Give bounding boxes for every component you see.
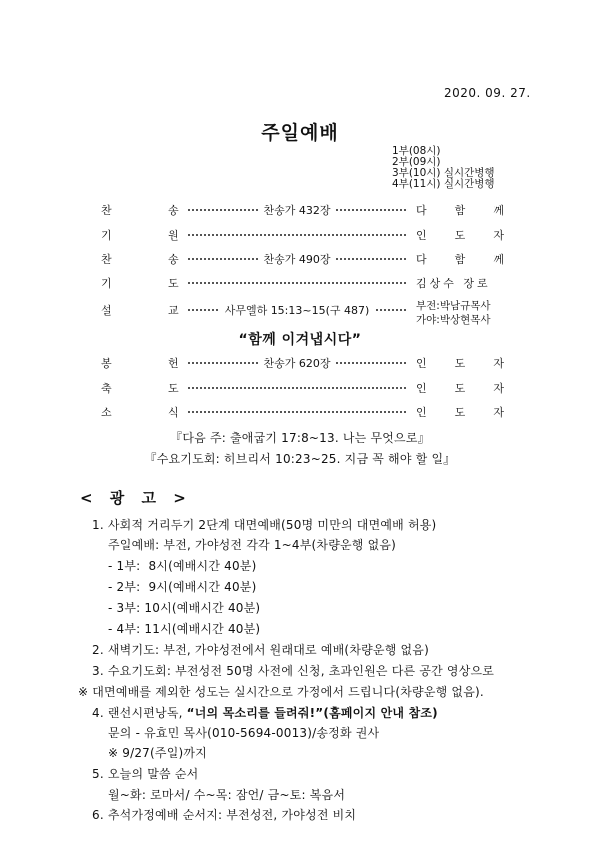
order-label-2: 도 (168, 382, 179, 395)
service-time-3: 3부(10시) 실시간병행 (392, 167, 495, 179)
order-row-hymn-2: 찬 송 찬송가 490장 다 함 께 (101, 253, 504, 266)
order-row-hymn-1: 찬 송 찬송가 432장 다 함 께 (101, 204, 504, 217)
ad-item-1-time: - 3부: 10시(예배시간 40분) (108, 601, 261, 615)
order-label-2: 송 (168, 253, 179, 266)
order-row-sermon (0, 300, 600, 326)
order-label-1: 찬 (101, 204, 112, 217)
order-row-invocation: 기 원 인 도 자 (101, 229, 504, 242)
ad-item-1-time: - 1부: 8시(예배시간 40분) (108, 559, 257, 573)
prayer-leader: 김상수 장로 (416, 277, 491, 290)
ad-item-1-sub: 주일예배: 부전, 가야성전 각각 1~4부(차량운행 없음) (108, 538, 397, 552)
bulletin-date: 2020. 09. 27. (444, 86, 531, 100)
order-label-1: 설 (101, 304, 112, 317)
order-detail: 찬송가 490장 (259, 253, 336, 266)
sermon-scripture: 사무엘하 15:13~15(구 487) (220, 304, 375, 317)
service-time-2: 2부(09시) (392, 156, 441, 168)
sermon-title: “함께 이겨냅시다” (238, 332, 362, 348)
wednesday-scripture: 『수요기도회: 히브리서 10:23~25. 지금 꼭 해야 할 일』 (144, 452, 456, 466)
ad-item-4-highlight: “너의 목소리를 들려줘!”(홈페이지 안내 참조) (186, 706, 438, 720)
order-label-1: 기 (101, 277, 112, 290)
order-row-offering: 봉 헌 찬송가 620장 인 도 자 (101, 357, 504, 370)
ad-item-2: 2. 새벽기도: 부전, 가야성전에서 원래대로 예배(차량운행 없음) (92, 643, 429, 657)
ad-item-5: 5. 오늘의 말씀 순서 (92, 767, 199, 781)
order-label-1: 축 (101, 382, 112, 395)
ad-item-4-deadline: ※ 9/27(주일)까지 (108, 746, 207, 760)
ad-item-6: 6. 추석가정예배 순서지: 부전성전, 가야성전 비치 (92, 808, 357, 822)
ad-item-1: 1. 사회적 거리두기 2단계 대면예배(50명 미만의 대면예배 허용) (92, 518, 437, 532)
order-label-2: 송 (168, 204, 179, 217)
next-sunday-scripture: 『다음 주: 출애굽기 17:8~13. 나는 무엇으로』 (170, 431, 430, 445)
order-label-1: 찬 (101, 253, 112, 266)
order-row-prayer (0, 275, 600, 291)
order-label-1: 봉 (101, 357, 112, 370)
preacher-gaya: 가야:박상현목사 (416, 314, 491, 326)
ad-item-3: 3. 수요기도회: 부전성전 50명 사전에 신청, 초과인원은 다른 공간 영상으로 (92, 664, 495, 678)
ad-item-4-prefix: 4. 랜선시편낭독, (92, 706, 183, 720)
order-label-2: 원 (168, 229, 179, 242)
service-time-4: 4부(11시) 실시간병행 (392, 178, 495, 190)
service-time-1: 1부(08시) (392, 145, 441, 157)
page-title: 주일예배 (261, 122, 339, 144)
order-label-1: 소 (101, 406, 112, 419)
order-detail: 찬송가 620장 (259, 357, 336, 370)
ad-item-5-detail: 월~화: 로마서/ 수~목: 잠언/ 금~토: 복음서 (108, 788, 346, 802)
order-row-announcements: 소 식 인 도 자 (101, 406, 504, 419)
order-label-1: 기 (101, 229, 112, 242)
announcements-heading: < 광 고 > (80, 489, 192, 507)
ad-item-3-note: ※ 대면예배를 제외한 성도는 실시간으로 가정에서 드립니다(차량운행 없음). (78, 685, 484, 699)
ad-item-1-time: - 2부: 9시(예배시간 40분) (108, 580, 257, 594)
order-label-2: 교 (168, 304, 179, 317)
order-row-benediction: 축 도 인 도 자 (101, 382, 504, 395)
order-label-2: 헌 (168, 357, 179, 370)
order-detail: 찬송가 432장 (259, 204, 336, 217)
ad-item-4-contact: 문의 - 유효민 목사(010-5694-0013)/송정화 권사 (108, 726, 380, 740)
order-label-2: 도 (168, 277, 179, 290)
ad-item-4 (92, 704, 438, 721)
ad-item-1-time: - 4부: 11시(예배시간 40분) (108, 622, 261, 636)
preacher-bujeon: 부전:박남규목사 (416, 300, 491, 312)
order-label-2: 식 (168, 406, 179, 419)
